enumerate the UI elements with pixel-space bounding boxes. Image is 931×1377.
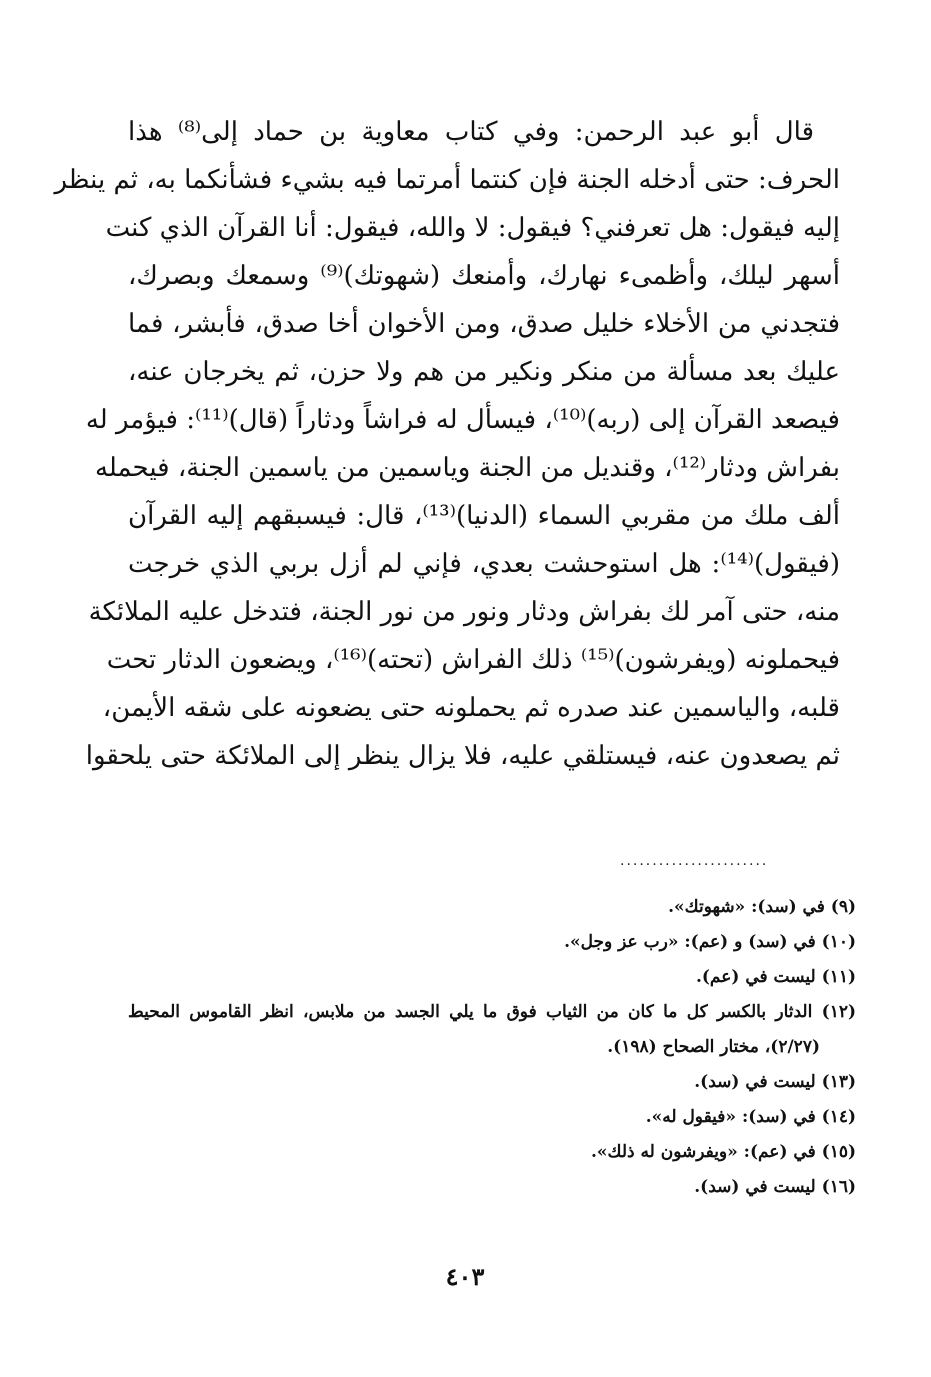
text-line: الحرف: حتى أدخله الجنة فإن كنتما أمرتما فيه بشيء فشأنكما به، ثم ينظر xyxy=(54,165,840,195)
text-line: منه، حتى آمر لك بفراش ودثار ونور من نور الجنة، فتدخل عليه الملائكة xyxy=(88,597,840,627)
footnote: (٩) في (سد): «شهوتك». xyxy=(668,897,856,917)
footnotes-block xyxy=(128,890,856,1205)
text-line: إليه فيقول: هل تعرفني؟ فيقول: لا والله، فيقول: أنا القرآن الذي كنت xyxy=(105,213,840,243)
text-line: فتجدني من الأخلاء خليل صدق، ومن الأخوان أخا صدق، فأبشر، فما xyxy=(128,309,840,339)
footnote: (١٠) في (سد) و (عم): «رب عز وجل». xyxy=(564,932,856,952)
footnote: (١٥) في (عم): «ويفرشون له ذلك». xyxy=(590,1142,856,1162)
text-line: ثم يصعدون عنه، فيستلقي عليه، فلا يزال ينظر إلى الملائكة حتى يلحقوا xyxy=(85,741,840,771)
text-line: أسهر ليلك، وأظمىء نهارك، وأمنعك (شهوتك)⁽⁹⁾ وسمعك وبصرك، xyxy=(128,261,840,291)
text-line: ألف ملك من مقربي السماء (الدنيا)⁽¹³⁾، قال: فيسبقهم إليه القرآن xyxy=(128,501,841,531)
text-line: بفراش ودثار⁽¹²⁾، وقنديل من الجنة وياسمين من ياسمين الجنة، فيحمله xyxy=(94,453,840,483)
text-line: (فيقول)⁽¹⁴⁾: هل استوحشت بعدي، فإني لم أزل بربي الذي خرجت xyxy=(128,549,840,579)
footnote: (١٢) الدثار بالكسر كل ما كان من الثياب فوق ما يلي الجسد من ملابس، انظر القاموس المحيط xyxy=(128,1002,856,1022)
footnote-continuation: (٢/٢٧)، مختار الصحاح (١٩٨). xyxy=(607,1037,820,1057)
footnote: (١٤) في (سد): «فيقول له». xyxy=(645,1107,856,1127)
footnote: (١٣) ليست في (سد). xyxy=(694,1072,856,1092)
footnote-separator: ....................... xyxy=(620,853,769,869)
footnote: (١١) ليست في (عم). xyxy=(695,967,856,987)
footnote: (١٦) ليست في (سد). xyxy=(694,1177,856,1197)
text-line: عليك بعد مسألة من منكر ونكير من هم ولا حزن، ثم يخرجان عنه، xyxy=(128,357,840,387)
text-line: قلبه، والياسمين عند صدره ثم يحملونه حتى يضعونه على شقه الأيمن، xyxy=(102,693,840,723)
main-text-block xyxy=(54,108,841,780)
page-number: ٤٠٣ xyxy=(445,1262,485,1291)
text-line: فيحملونه (ويفرشون)⁽¹⁵⁾ ذلك الفراش (تحته)⁽¹⁶⁾، ويضعون الدثار تحت xyxy=(106,645,840,675)
text-line: فيصعد القرآن إلى (ربه)⁽¹⁰⁾، فيسأل له فراشاً ودثاراً (قال)⁽¹¹⁾: فيؤمر له xyxy=(85,405,840,435)
text-line: قال أبو عبد الرحمن: وفي كتاب معاوية بن حماد إلى⁽⁸⁾ هذا xyxy=(128,117,815,147)
